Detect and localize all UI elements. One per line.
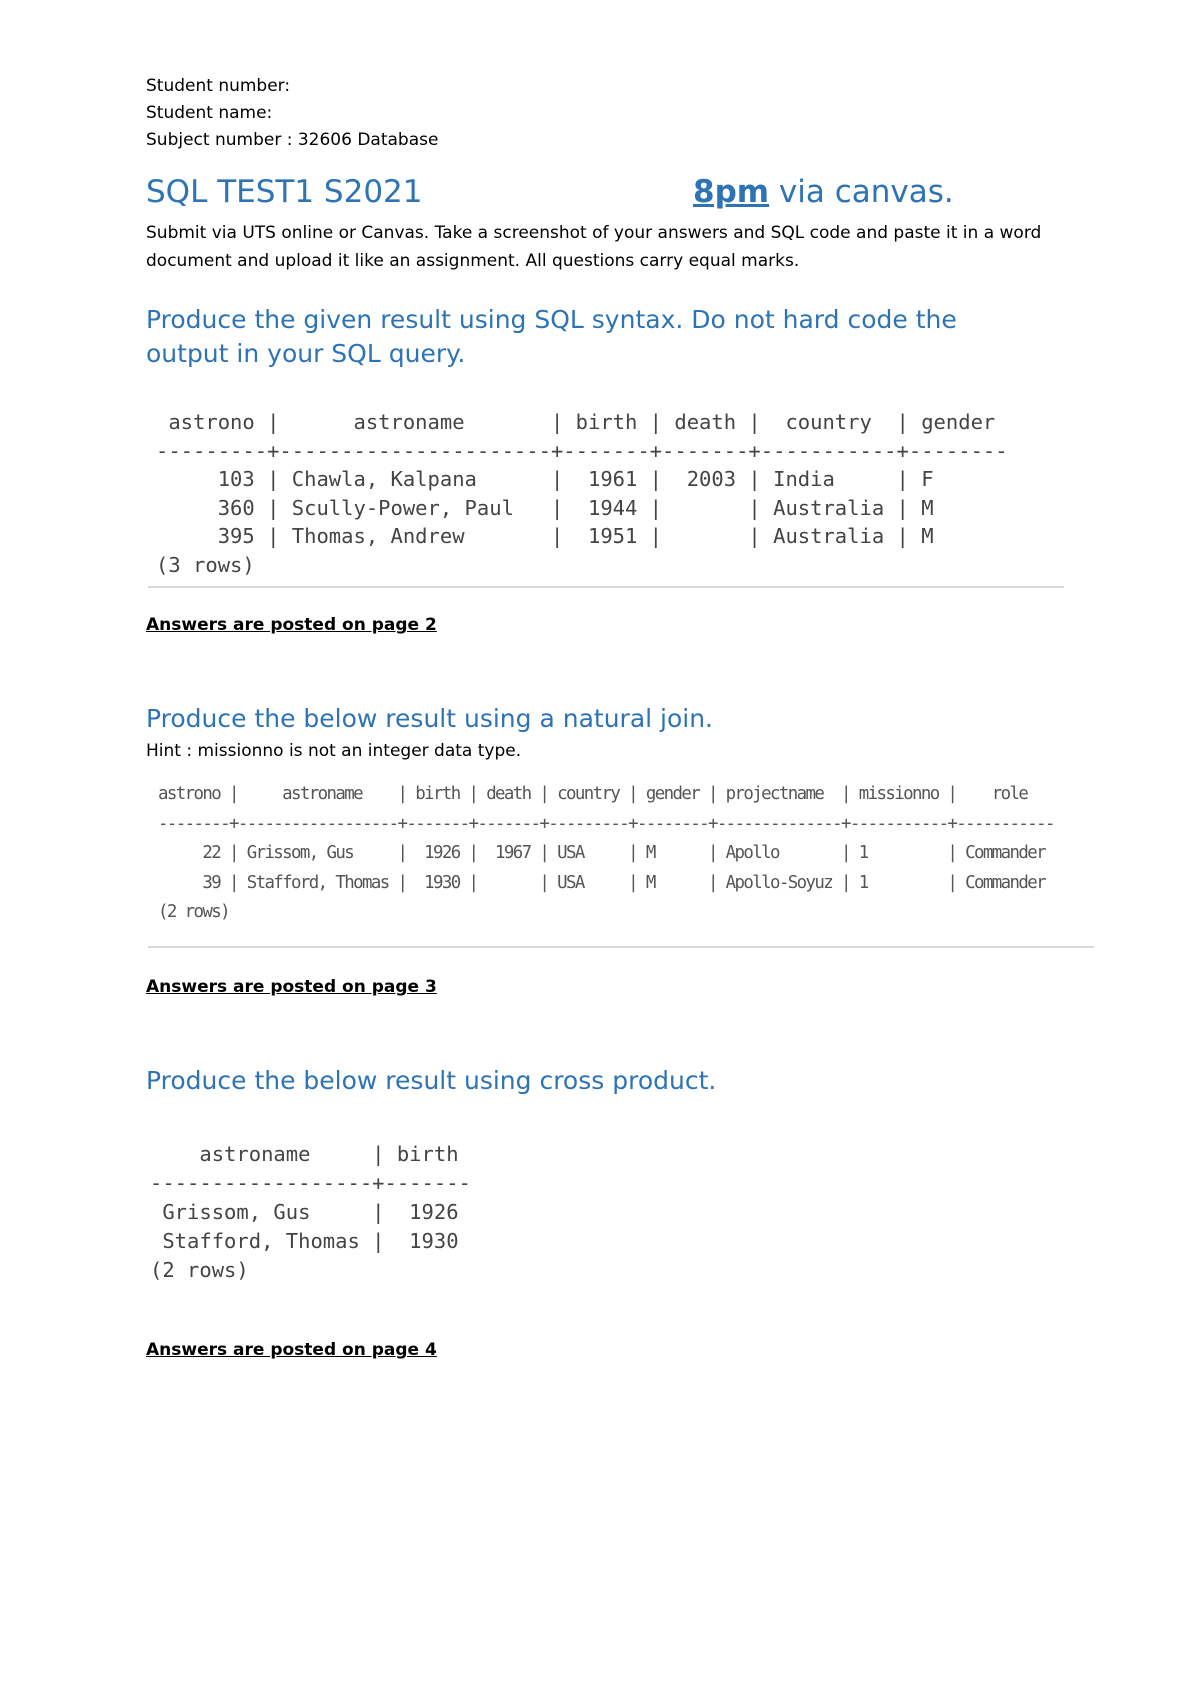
divider bbox=[148, 586, 1064, 588]
result-line: 22 | Grissom, Gus | 1926 | 1967 | USA | M | Apollo | 1 | Commander bbox=[158, 843, 1046, 863]
instructions: Submit via UTS online or Canvas. Take a screenshot of your answers and SQL code and paste it in a word document and upload it like an assignment. All questions carry equal marks. bbox=[146, 223, 1042, 271]
result-line: 39 | Stafford, Thomas | 1930 | | USA | M | Apollo-Soyuz | 1 | Commander bbox=[158, 872, 1046, 893]
result-line: (2 rows) bbox=[158, 902, 229, 922]
result-line: astroname | birth bbox=[150, 1142, 459, 1166]
deadline-time: 8pm bbox=[693, 174, 770, 210]
answer-note-3: Answers are posted on page 4 bbox=[146, 1340, 437, 1360]
result-line: Grissom, Gus | 1926 bbox=[150, 1200, 459, 1224]
answer-note-1: Answers are posted on page 2 bbox=[146, 615, 437, 635]
result-line: ---------+----------------------+-------+-------+-----------+-------- bbox=[156, 438, 1008, 463]
question-3-heading: Produce the below result using cross product. bbox=[146, 1066, 717, 1095]
submission-channel: via canvas. bbox=[769, 174, 954, 210]
result-line: ------------------+------- bbox=[150, 1171, 471, 1195]
result-line: --------+------------------+-------+-------+---------+--------+--------------+-----------+----------- bbox=[158, 813, 1054, 834]
result-line: 395 | Thomas, Andrew | 1951 | | Australia | M bbox=[156, 524, 934, 549]
question-2-result-table bbox=[158, 780, 1054, 928]
student-info-block bbox=[146, 73, 438, 154]
result-line: Stafford, Thomas | 1930 bbox=[150, 1229, 459, 1253]
result-line: astrono | astroname | birth | death | country | gender bbox=[156, 410, 996, 434]
question-2-heading: Produce the below result using a natural join. bbox=[146, 704, 714, 733]
question-1-heading: Produce the given result using SQL syntax. Do not hard code the output in your SQL query. bbox=[146, 305, 957, 368]
result-line: (3 rows) bbox=[156, 552, 255, 577]
result-line: 360 | Scully-Power, Paul | 1944 | | Australia | M bbox=[156, 495, 934, 520]
result-line: (2 rows) bbox=[150, 1258, 249, 1282]
question-1-result-table bbox=[156, 408, 1008, 580]
submission-time bbox=[693, 174, 954, 210]
student-number-label: Student number: bbox=[146, 76, 291, 96]
question-2-hint: Hint : missionno is not an integer data type. bbox=[146, 741, 522, 761]
answer-note-2: Answers are posted on page 3 bbox=[146, 977, 437, 997]
title-row bbox=[146, 174, 1106, 218]
result-line: 103 | Chawla, Kalpana | 1961 | 2003 | India | F bbox=[156, 467, 934, 492]
subject-line: Subject number : 32606 Database bbox=[146, 130, 439, 150]
divider bbox=[148, 946, 1094, 948]
test-title: SQL TEST1 S2021 bbox=[146, 174, 423, 210]
question-3-result-table bbox=[150, 1140, 471, 1285]
result-line: astrono | astroname | birth | death | country | gender | projectname | missionno | role bbox=[158, 784, 1028, 804]
student-name-label: Student name: bbox=[146, 103, 273, 123]
